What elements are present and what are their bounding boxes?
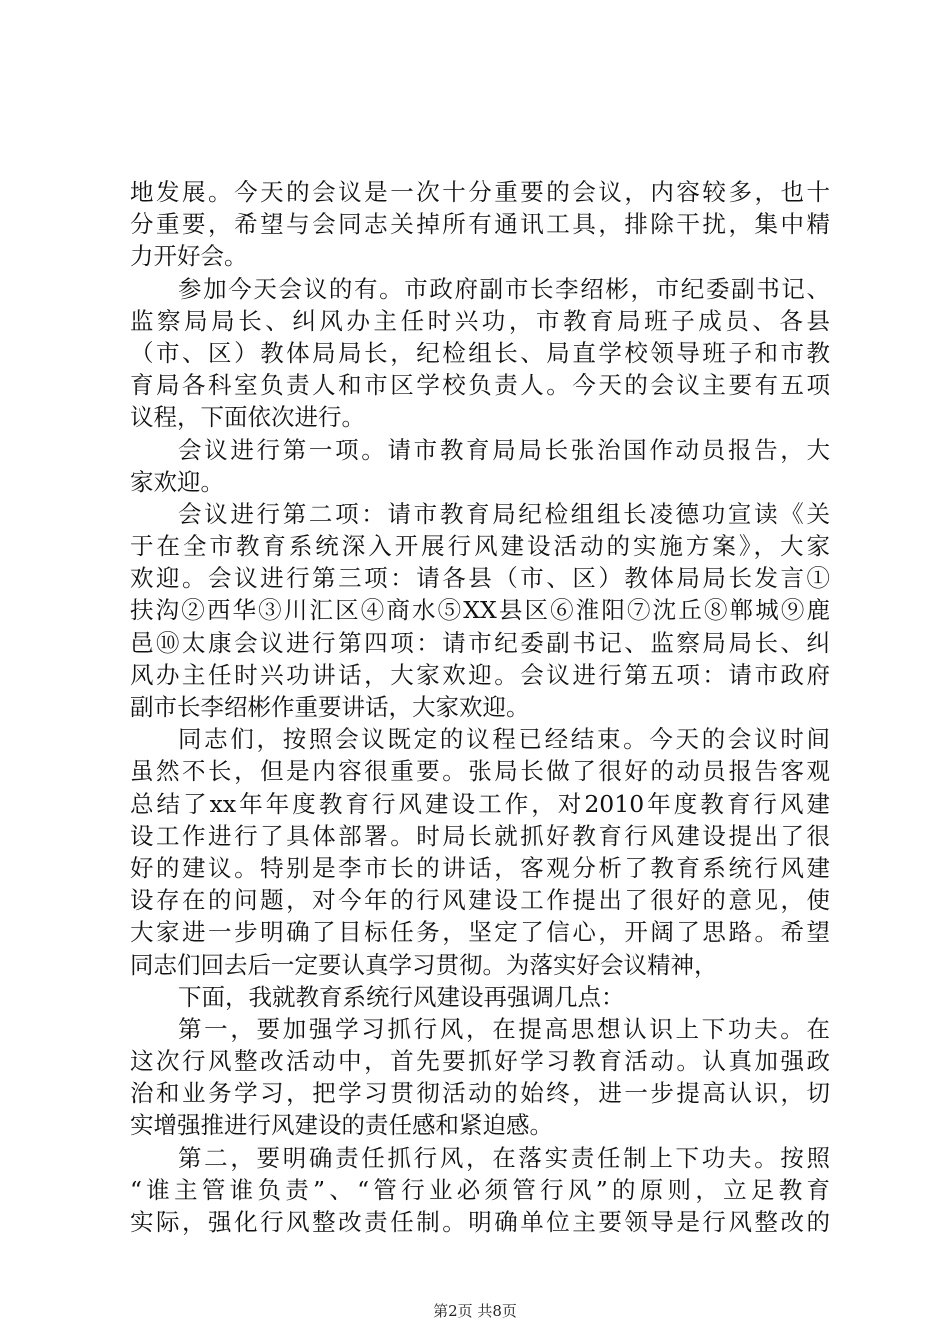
text-line: 会议进行第二项：请市教育局纪检组组长凌德功宣读《关 bbox=[178, 499, 830, 528]
text-line: 力开好会。 bbox=[130, 242, 248, 271]
text-line: 议程，下面依次进行。 bbox=[130, 403, 365, 432]
text-line: 分重要，希望与会同志关掉所有通讯工具，排除干扰，集中精 bbox=[130, 210, 830, 239]
text-line: 邑⑩太康会议进行第四项：请市纪委副书记、监察局局长、纠 bbox=[130, 628, 830, 657]
paragraph-lines bbox=[130, 176, 830, 1238]
text-line: 第二，要明确责任抓行风，在落实责任制上下功夫。按照 bbox=[178, 1143, 830, 1172]
text-line: 大家进一步明确了目标任务，坚定了信心，开阔了思路。希望 bbox=[130, 918, 830, 947]
text-line: 实际，强化行风整改责任制。明确单位主要领导是行风整改的 bbox=[130, 1208, 830, 1236]
text-line: 设工作进行了具体部署。时局长就抓好教育行风建设提出了很 bbox=[130, 821, 830, 850]
text-line: 地发展。今天的会议是一次十分重要的会议，内容较多，也十 bbox=[130, 178, 830, 206]
text-line: 家欢迎。 bbox=[130, 467, 224, 496]
text-line: 同志们回去后一定要认真学习贯彻。为落实好会议精神， bbox=[130, 950, 718, 979]
text-line: 扶沟②西华③川汇区④商水⑤XX县区⑥淮阳⑦沈丘⑧郸城⑨鹿 bbox=[130, 596, 830, 625]
text-line: 会议进行第一项。请市教育局局长张治国作动员报告，大 bbox=[178, 435, 830, 464]
text-line: 于在全市教育系统深入开展行风建设活动的实施方案》，大家 bbox=[130, 532, 830, 561]
text-line: 设存在的问题，对今年的行风建设工作提出了很好的意见，使 bbox=[130, 886, 830, 915]
text-line: 这次行风整改活动中，首先要抓好学习教育活动。认真加强政 bbox=[130, 1047, 830, 1076]
text-line: 风办主任时兴功讲话，大家欢迎。会议进行第五项：请市政府 bbox=[130, 660, 830, 689]
text-line: 好的建议。特别是李市长的讲话，客观分析了教育系统行风建 bbox=[130, 853, 830, 882]
document-body bbox=[130, 176, 830, 1238]
text-line: （市、区）教体局局长，纪检组长、局直学校领导班子和市教 bbox=[130, 338, 830, 367]
text-line: 监察局局长、纠风办主任时兴功，市教育局班子成员、各县 bbox=[130, 306, 830, 335]
page-footer: 第2页 共8页 bbox=[433, 1302, 517, 1320]
text-line: 同志们，按照会议既定的议程已经结束。今天的会议时间 bbox=[178, 725, 830, 754]
text-line: 参加今天会议的有。市政府副市长李绍彬，市纪委副书记、 bbox=[178, 274, 830, 303]
text-line: 副市长李绍彬作重要讲话，大家欢迎。 bbox=[130, 693, 530, 721]
text-line: 欢迎。会议进行第三项：请各县（市、区）教体局局长发言① bbox=[130, 564, 830, 593]
text-line: 实增强推进行风建设的责任感和紧迫感。 bbox=[130, 1111, 553, 1140]
text-line: 下面，我就教育系统行风建设再强调几点： bbox=[178, 982, 625, 1011]
text-line: 总结了xx年年度教育行风建设工作，对2010年度教育行风建 bbox=[130, 789, 830, 818]
text-line: 第一，要加强学习抓行风，在提高思想认识上下功夫。在 bbox=[178, 1014, 830, 1043]
text-line: 育局各科室负责人和市区学校负责人。今天的会议主要有五项 bbox=[130, 371, 830, 400]
text-line: 治和业务学习，把学习贯彻活动的始终，进一步提高认识，切 bbox=[130, 1079, 830, 1108]
text-line: “谁主管谁负责”、“管行业必须管行风”的原则，立足教育 bbox=[130, 1175, 830, 1204]
text-line: 虽然不长，但是内容很重要。张局长做了很好的动员报告客观 bbox=[130, 757, 830, 786]
